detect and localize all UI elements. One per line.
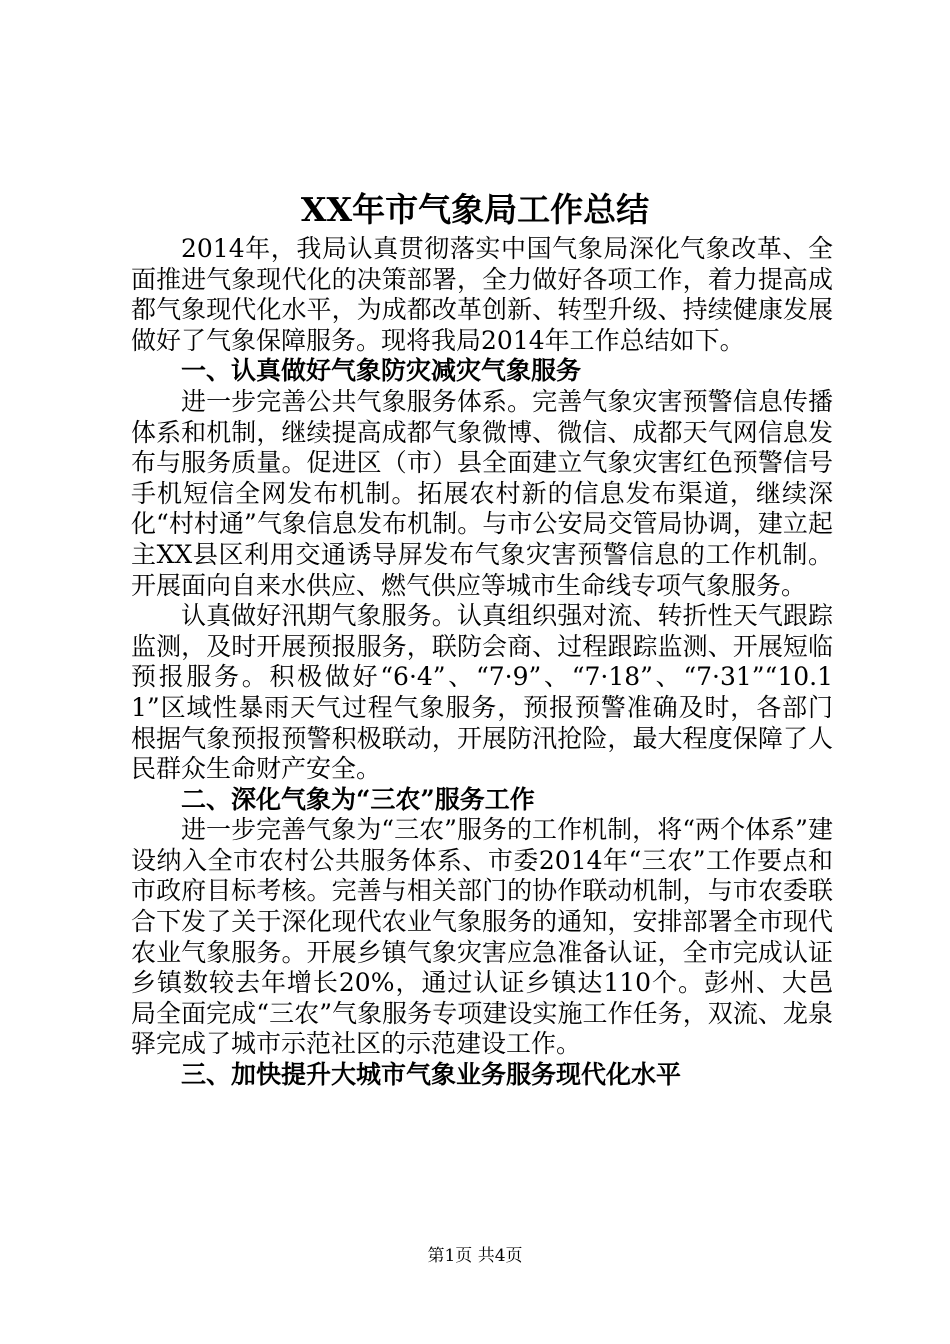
section-heading-2: 二、深化气象为“三农”服务工作 — [181, 784, 535, 814]
page-footer: 第1页 共4页 — [427, 1246, 523, 1266]
section-heading-3: 三、加快提升大城市气象业务服务现代化水平 — [181, 1060, 682, 1090]
paragraph-agriculture: 进一步完善气象为“三农”服务的工作机制，将“两个体系”建设纳入全市农村公共服务体系、市委2014年“三农”工作要点和市政府目标考核。完善与相关部门的协作联动机制，与市农委联合下发了关于深化现代农业气象服务的通知，安排部署全市现代农业气象服务。开展乡镇气象灾害应急准备认证，全市完成认证乡镇数较去年增长20%，通过认证乡镇达110个。彭州、大邑局全面完成“三农”气象服务专项建设实施工作任务，双流、龙泉驿完成了城市示范社区的示范建设工作。 — [131, 815, 833, 1059]
section-heading-1: 一、认真做好气象防灾减灾气象服务 — [181, 356, 582, 386]
paragraph-intro: 2014年，我局认真贯彻落实中国气象局深化气象改革、全面推进气象现代化的决策部署，全力做好各项工作，着力提高成都气象现代化水平，为成都改革创新、转型升级、持续健康发展做好了气象保障服务。现将我局2014年工作总结如下。 — [131, 234, 833, 355]
document-title: XX年市气象局工作总结 — [300, 190, 650, 229]
paragraph-flood-season: 认真做好汛期气象服务。认真组织强对流、转折性天气跟踪监测，及时开展预报服务，联防会商、过程跟踪监测、开展短临预报服务。积极做好“6·4”、“7·9”、“7·18”、“7·31”“10.11”区域性暴雨天气过程气象服务，预报预警准确及时，各部门根据气象预报预警积极联动，开展防汛抢险，最大程度保障了人民群众生命财产安全。 — [131, 601, 833, 784]
paragraph-public-service: 进一步完善公共气象服务体系。完善气象灾害预警信息传播体系和机制，继续提高成都气象微博、微信、成都天气网信息发布与服务质量。促进区（市）县全面建立气象灾害红色预警信号手机短信全网发布机制。拓展农村新的信息发布渠道，继续深化“村村通”气象信息发布机制。与市公安局交管局协调，建立起主XX县区利用交通诱导屏发布气象灾害预警信息的工作机制。开展面向自来水供应、燃气供应等城市生命线专项气象服务。 — [131, 386, 833, 600]
document-body — [131, 234, 833, 1091]
